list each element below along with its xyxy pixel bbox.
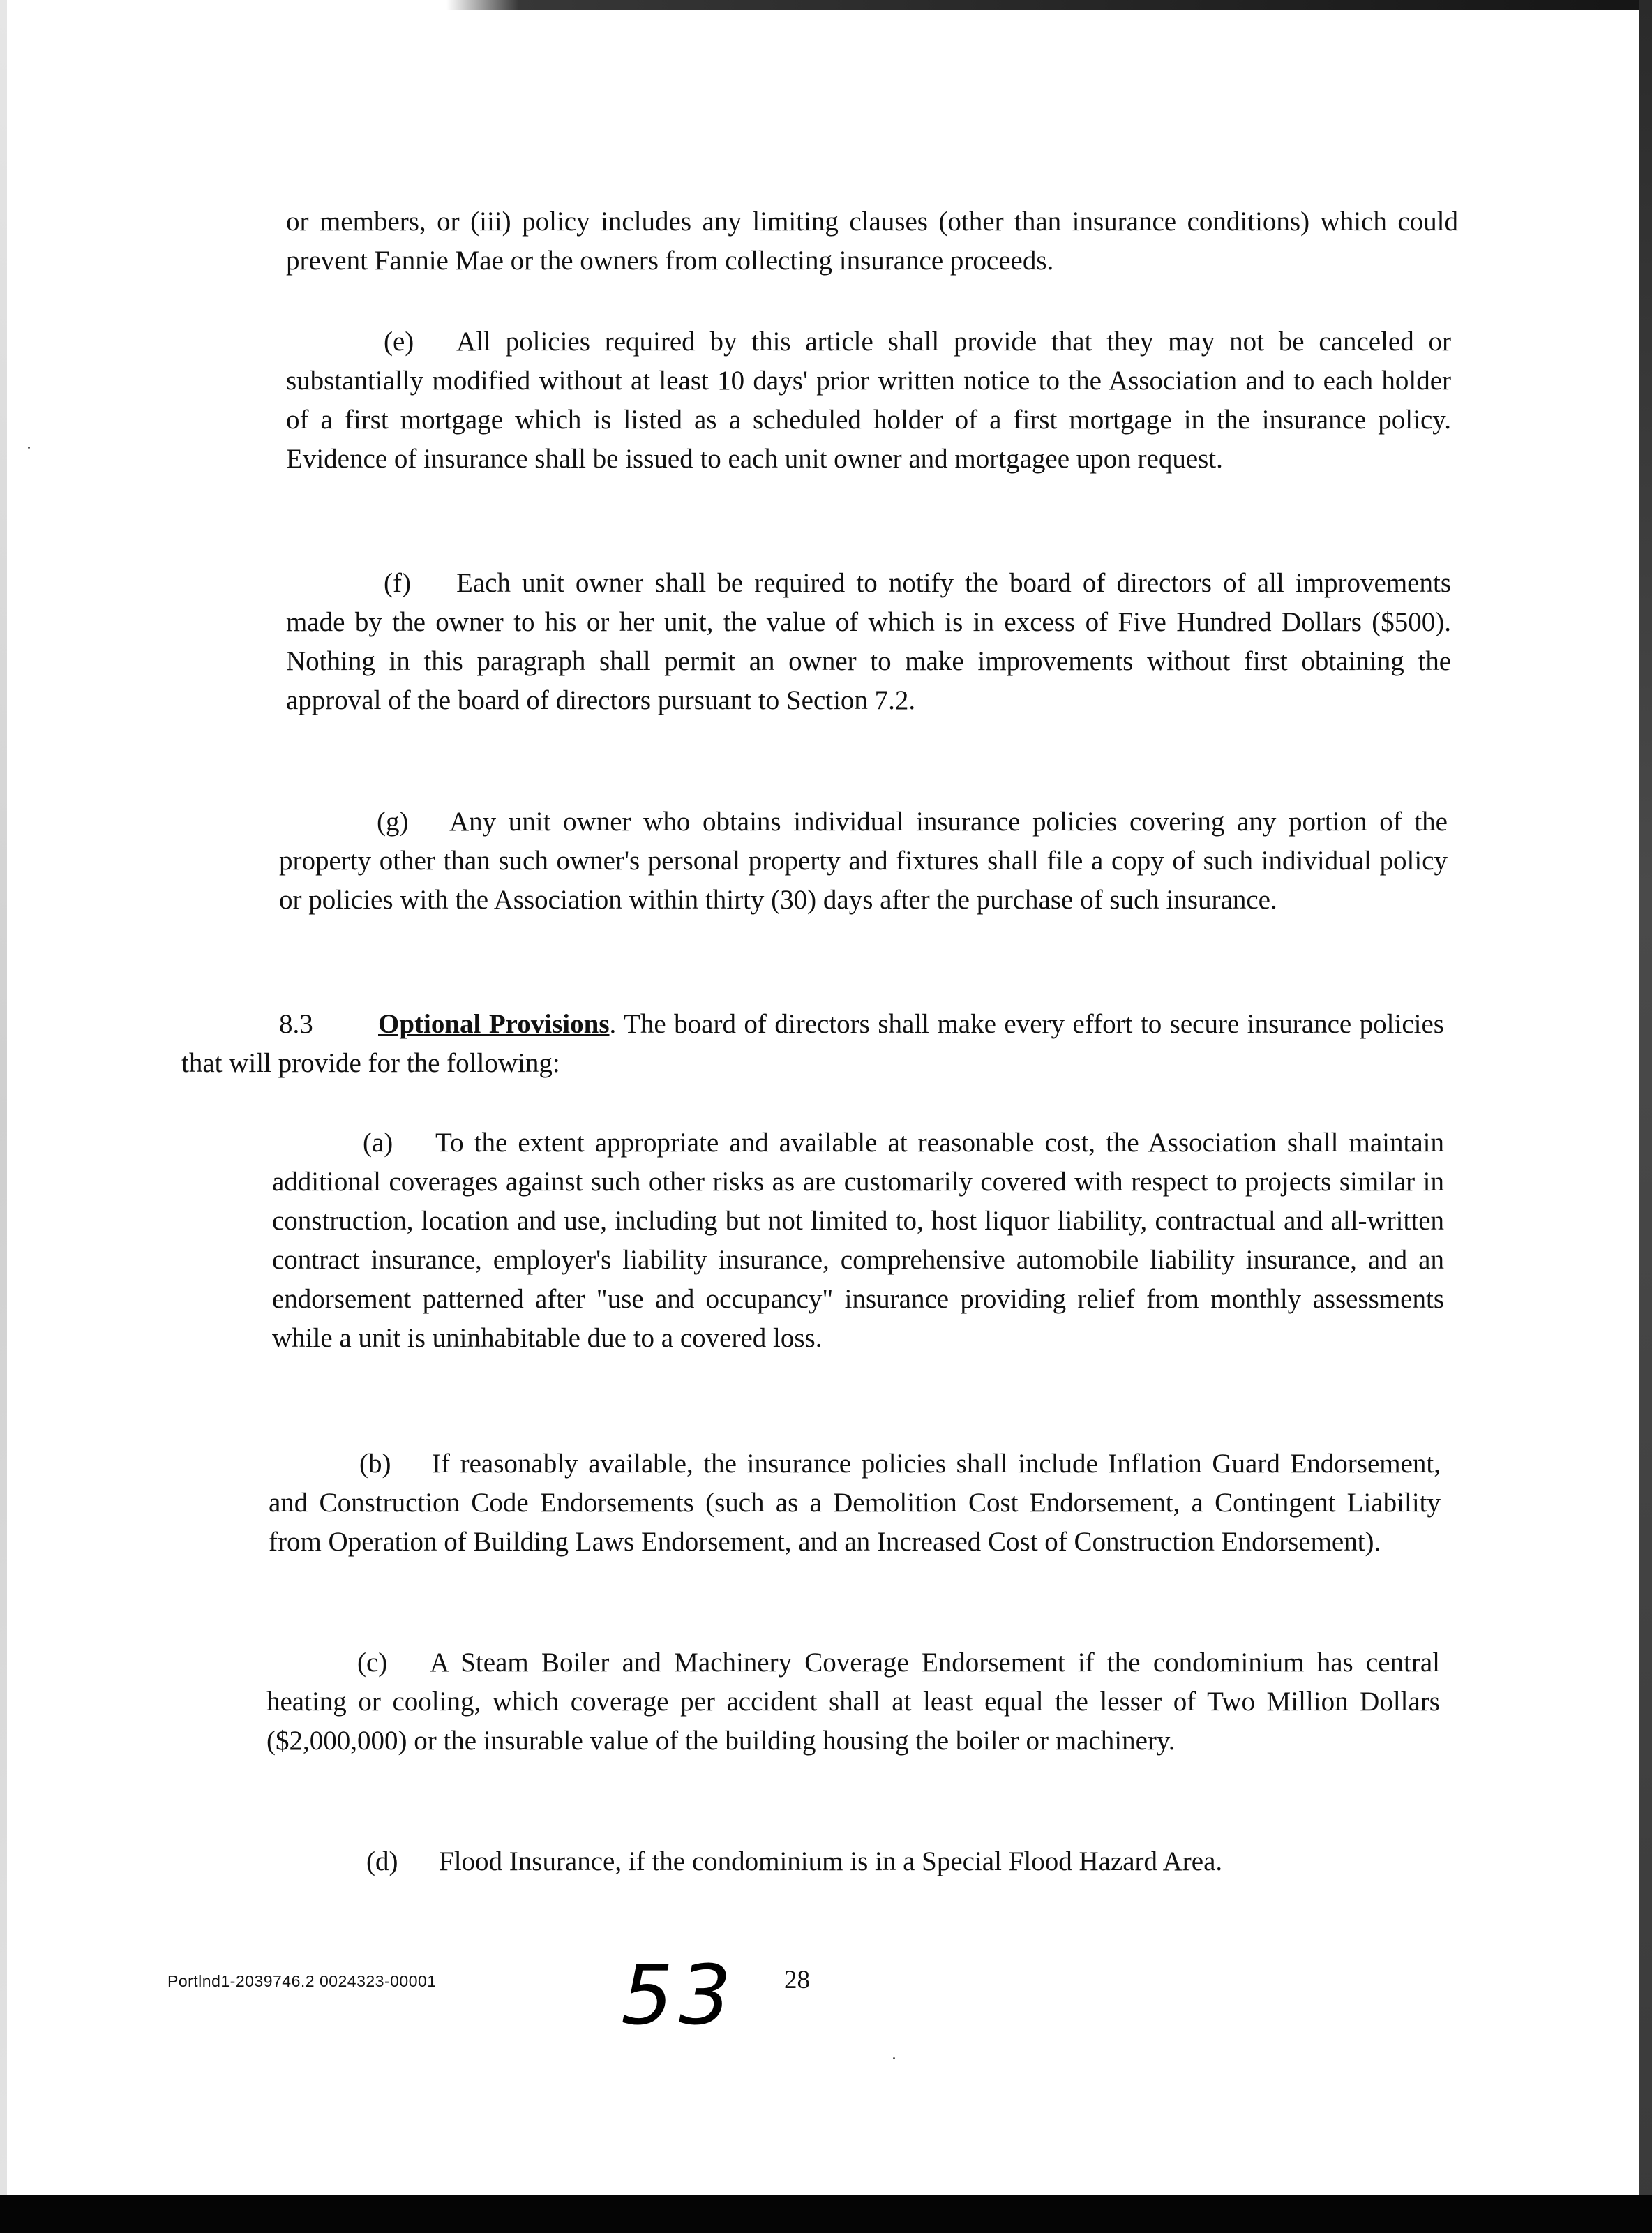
paragraph-text: All policies required by this article shall provide that they may not be canceled or substantially modified without at least 10 days' prior written notice to the Association and to each holder of a first mortgage which is listed as a scheduled holder of a first mortgage in the insurance policy. Evidence of insurance shall be issued to each unit owner and mortgagee upon request. (286, 327, 1451, 474)
paragraph-label: (c) (357, 1648, 388, 1678)
scan-edge-left (0, 0, 7, 2233)
paragraph-label: (d) (366, 1846, 398, 1876)
footer-document-id: Portlnd1-2039746.2 0024323-00001 (167, 1972, 437, 1990)
paragraph-c (266, 1643, 1440, 1761)
section-8-3 (181, 1005, 1444, 1083)
section-heading: Optional Provisions (378, 1009, 610, 1039)
paragraph-e (286, 322, 1451, 479)
paragraph-g (279, 802, 1448, 920)
paragraph-f (286, 564, 1451, 720)
paragraph-text: Flood Insurance, if the condominium is in a Special Flood Hazard Area. (439, 1846, 1223, 1876)
paragraph-d (276, 1842, 1448, 1881)
paragraph-label: (e) (384, 327, 414, 357)
paragraph-text: To the extent appropriate and available at reasonable cost, the Association shall maintain additional coverages against such other risks as are customarily covered with respect to projects similar in construction, location and use, including but not limited to, host liquor liability, contractual and all-written contract insurance, employer's liability insurance, comprehensive automobile liability insurance, and an endorsement patterned after "use and occupancy" insurance providing relief from monthly assessments while a unit is uninhabitable due to a covered loss. (272, 1128, 1444, 1353)
paragraph-text: A Steam Boiler and Machinery Coverage Endorsement if the condominium has central heating or cooling, which coverage per accident shall at least equal the lesser of Two Million Dollars ($2,000,000) or the insurable value of the building housing the boiler or machinery. (266, 1648, 1440, 1756)
section-intro: . The board of directors shall make every effort to secure insurance policies that will provide for the following: (181, 1009, 1444, 1078)
paragraph-label: (f) (384, 568, 411, 598)
paragraph-text: or members, or (iii) policy includes any limiting clauses (other than insurance conditions) which could prevent Fannie Mae or the owners from collecting insurance proceeds. (286, 207, 1458, 276)
paragraph-text: Any unit owner who obtains individual insurance policies covering any portion of the property other than such owner's personal property and fixtures shall file a copy of such individual policy or policies with the Association within thirty (30) days after the purchase of such insurance. (279, 807, 1448, 915)
scan-edge-right (1639, 0, 1652, 2233)
paragraph-text: If reasonably available, the insurance policies shall include Inflation Guard Endorsement, and Construction Code Endorsements (such as a Demolition Cost Endorsement, a Contingent Liability from Operation of Building Laws Endorsement, and an Increased Cost of Construction Endorsement). (269, 1449, 1441, 1557)
paragraph-label: (a) (363, 1128, 393, 1158)
paragraph-continuation (286, 202, 1458, 281)
paragraph-text: Each unit owner shall be required to notify the board of directors of all improvements made by the owner to his or her unit, the value of which is in excess of Five Hundred Dollars ($500). Nothing in this paragraph shall permit an owner to make improvements without first obtaining the approval of the board of directors pursuant to Section 7.2. (286, 568, 1451, 715)
scan-edge-top (446, 0, 1652, 10)
paragraph-label: (b) (359, 1449, 391, 1479)
scan-speck (893, 2057, 895, 2059)
paragraph-a (272, 1123, 1444, 1358)
page-number: 28 (784, 1966, 810, 1994)
paragraph-b (269, 1444, 1441, 1562)
section-number: 8.3 (279, 1009, 313, 1039)
scan-edge-bottom (0, 2195, 1652, 2233)
scan-speck (28, 447, 30, 449)
paragraph-label: (g) (377, 807, 409, 837)
handwritten-page-number: 53 (621, 1947, 737, 2043)
